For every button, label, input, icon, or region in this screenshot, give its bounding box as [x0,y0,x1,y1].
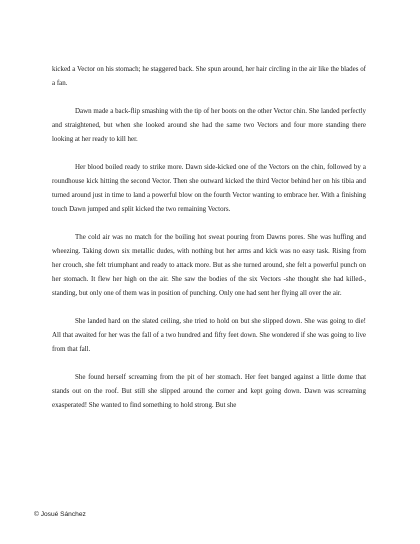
paragraph-6: She found herself screaming from the pit of her stomach. Her feet banged against a little dome that stands out on the roof. But still she slipped around the corner and kept going down. Dawn was screaming exasperated! She wanted to find something to hold strong. But she [52,373,366,409]
body-text [52,62,366,426]
paragraph-5: She landed hard on the slated ceiling, she tried to hold on but she slipped down. She was going to die! All that awaited for her was the fall of a two hundred and fifty feet down. She wondered if she was going to live from that fall. [52,317,366,353]
paragraph-4: The cold air was no match for the boiling hot sweat pouring from Dawns pores. She was huffing and wheezing. Taking down six metallic dudes, with nothing but her arms and kick was no easy task. Rising from her crouch, she felt triumphant and ready to attack more. But as she turned around, she felt a powerful punch on her stomach. It flew her high on the air. She saw the bodies of the six Vectors -she thought she had killed-, standing, but only one of them was in position of punching. Only one had sent her flying all over the air. [52,233,366,297]
copyright-footer: © Josué Sánchez [34,511,86,518]
paragraph-3: Her blood boiled ready to strike more. Dawn side-kicked one of the Vectors on the chin, followed by a roundhouse kick hitting the second Vector. Then she outward kicked the third Vector behind her on his tibia and turned around just in time to land a powerful blow on the fourth Vector wanting to embrace her. With a finishing touch Dawn jumped and split kicked the two remaining Vectors. [52,163,366,213]
paragraph-2: Dawn made a back-flip smashing with the tip of her boots on the other Vector chin. She landed perfectly and straightened, but when she looked around she had the same two Vectors and four more standing there looking at her ready to kill her. [52,107,366,143]
paragraph-1: kicked a Vector on his stomach; he staggered back. She spun around, her hair circling in the air like the blades of a fan. [52,65,366,87]
